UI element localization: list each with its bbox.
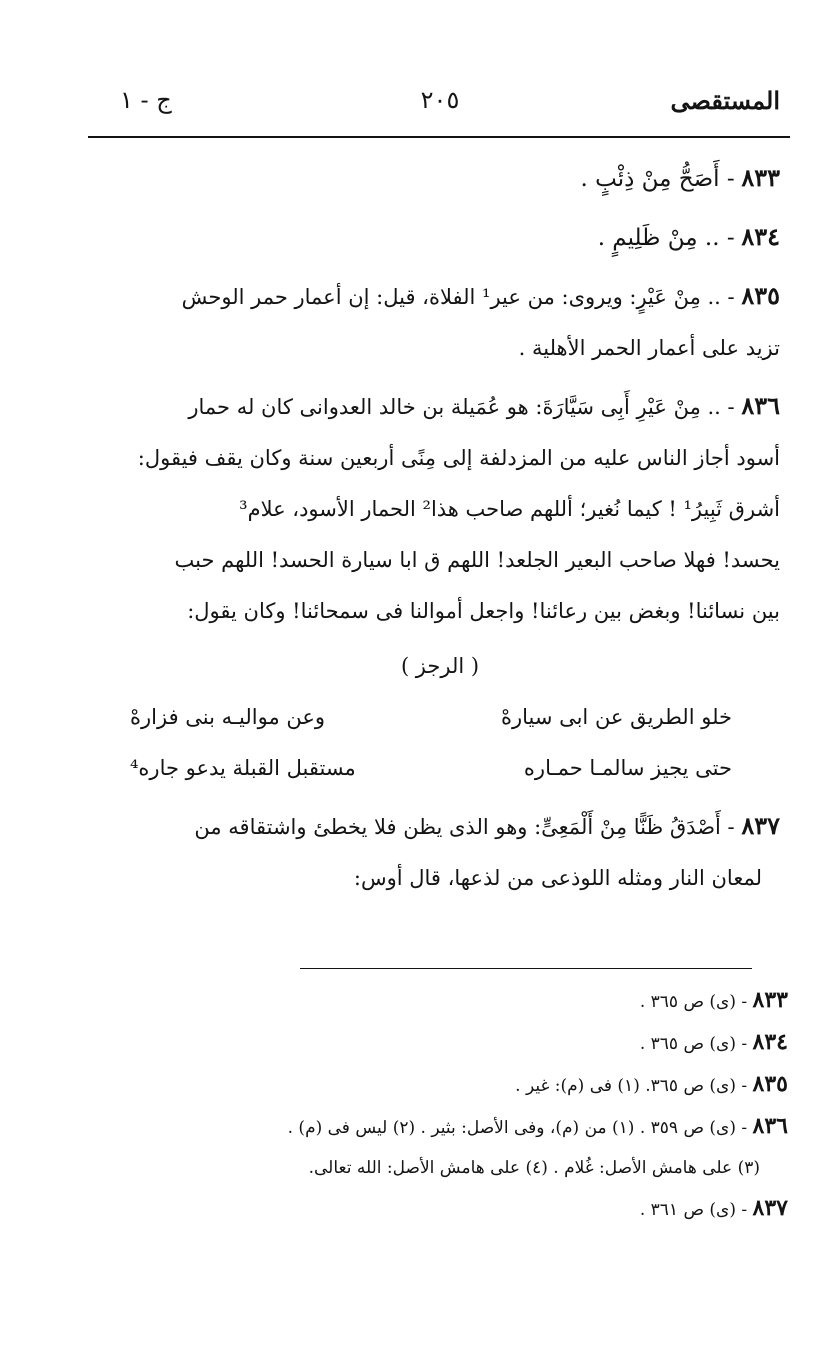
entry-line: تزيد على أعمار الحمر الأهلية . xyxy=(518,336,780,360)
entry-836 xyxy=(100,380,780,794)
entry-number: ٨٣٥ xyxy=(741,281,780,310)
entry-heading: - أَصَحُّ مِنْ ذِئْبٍ . xyxy=(580,166,735,192)
page-header xyxy=(100,82,780,130)
footnote-834 xyxy=(96,1022,788,1064)
entry-837 xyxy=(100,800,780,904)
entry-number: ٨٣٧ xyxy=(741,811,780,840)
entry-heading: - .. مِنْ ظَلِيمٍ . xyxy=(597,225,735,251)
entry-line xyxy=(100,800,780,853)
footnote-number: ٨٣٥ xyxy=(752,1071,788,1097)
footnote-837 xyxy=(96,1188,788,1230)
footnote-number: ٨٣٣ xyxy=(752,987,788,1013)
verse-hemistich-second: وعن مواليـه بنى فزارهْ xyxy=(130,705,326,729)
entry-834 xyxy=(100,211,780,264)
footnote-text: - (ى) ص ٣٦٥ . xyxy=(639,992,748,1012)
footnote-text: - (ى) ص ٣٥٩ . (١) من (م)، وفى الأصل: بثير . (٢) ليس فى (م) . xyxy=(287,1118,748,1138)
entry-text: - .. مِنْ عَيْرِ أَبِى سَيَّارَةَ: هو عُمَيلة بن خالد العدوانى كان له حمار xyxy=(188,395,735,419)
volume-label: ج - ١ xyxy=(120,86,172,114)
running-title: المستقصى xyxy=(670,86,780,115)
footnote-number: ٨٣٦ xyxy=(752,1113,788,1139)
entry-text: - .. مِنْ عَيْرٍ: ويروى: من عير¹ الفلاة، قيل: إن أعمار حمر الوحش xyxy=(181,285,735,309)
verse-hemistich-first: حتى يجيز سالمـا حمـاره xyxy=(523,756,732,780)
verse-line xyxy=(100,692,780,743)
footnotes xyxy=(96,980,788,1230)
footnote-836-continued: (٣) على هامش الأصل: غُلام . (٤) على هامش الأصل: الله تعالى. xyxy=(308,1158,760,1178)
footnote-number: ٨٣٧ xyxy=(752,1195,788,1221)
footnote-number: ٨٣٤ xyxy=(752,1029,788,1055)
page-number: ٢٠٥ xyxy=(420,86,460,114)
footnote-text: - (ى) ص ٣٦٥. (١) فى (م): غير . xyxy=(515,1076,748,1096)
footnote-text: - (ى) ص ٣٦٥ . xyxy=(639,1034,748,1054)
entry-835 xyxy=(100,270,780,374)
entry-number: ٨٣٦ xyxy=(741,391,780,420)
entry-line xyxy=(100,270,780,323)
verse-hemistich-first: خلو الطريق عن ابى سيارهْ xyxy=(500,705,732,729)
header-rule xyxy=(88,136,790,138)
entry-line: يحسد! فهلا صاحب البعير الجلعد! اللهم ق ابا سيارة الحسد! اللهم حبب xyxy=(174,548,780,572)
footnote-833 xyxy=(96,980,788,1022)
footnote-text: - (ى) ص ٣٦١ . xyxy=(639,1200,748,1220)
entry-line: لمعان النار ومثله اللوذعى من لذعها، قال أوس: xyxy=(353,866,762,890)
verse-hemistich-second: مستقبل القبلة يدعو جاره⁴ xyxy=(130,756,356,780)
footnote-rule xyxy=(300,968,752,969)
entry-line: أشرق ثَبِيرُ¹ ! كيما نُغير؛ أللهم صاحب هذا² الحمار الأسود، علام³ xyxy=(239,497,780,521)
entry-line xyxy=(100,380,780,433)
footnote-836 xyxy=(96,1106,788,1148)
entry-833 xyxy=(100,152,780,205)
footnote-835 xyxy=(96,1064,788,1106)
main-text xyxy=(100,152,780,910)
entry-number: ٨٣٣ xyxy=(741,163,780,192)
meter-label: ( الرجز ) xyxy=(400,654,480,678)
entry-line: بين نسائنا! وبغض بين رعائنا! واجعل أموالنا فى سمحائنا! وكان يقول: xyxy=(187,599,780,623)
verse-line xyxy=(100,743,780,794)
entry-text: - أَصْدَقُ ظَنًّا مِنْ أَلْمَعِىٍّ: وهو الذى يظن فلا يخطئ واشتقاقه من xyxy=(194,815,735,839)
entry-line: أسود أجاز الناس عليه من المزدلفة إلى مِنًى أربعين سنة وكان يقف فيقول: xyxy=(137,446,780,470)
entry-number: ٨٣٤ xyxy=(741,222,780,251)
